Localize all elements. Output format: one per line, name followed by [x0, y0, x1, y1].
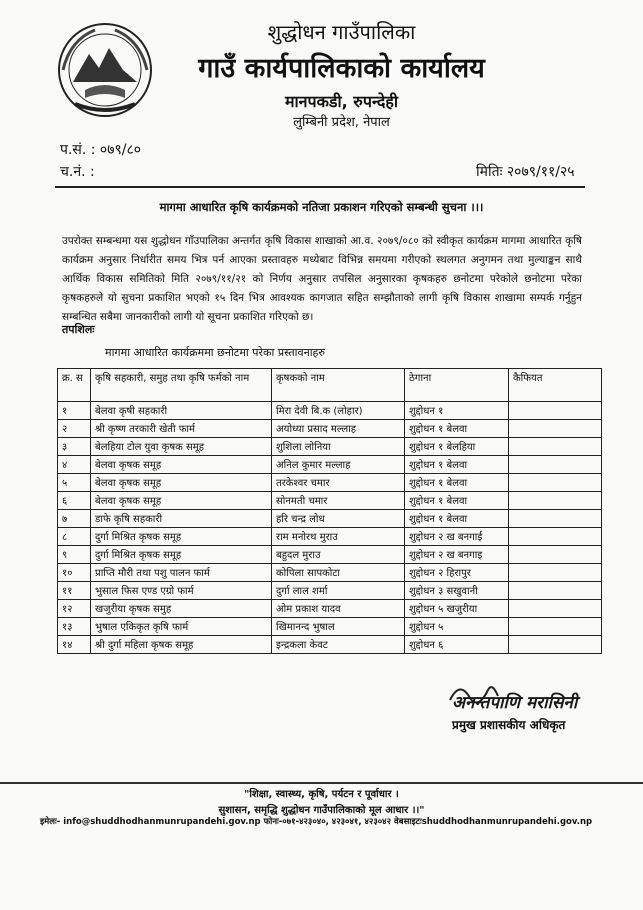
cell-group-name: दुर्गा मिश्रित कृषक समूह	[91, 546, 272, 564]
table-row	[58, 456, 602, 474]
cell-address: शुद्दोधन ६	[405, 636, 509, 654]
cell-group-name: खजुरीया कृषक समुह	[91, 600, 272, 618]
cell-remarks	[509, 618, 602, 636]
header-address: ठेगाना	[405, 369, 509, 402]
cell-group-name: श्री दुर्गा महिला कृषक समूह	[91, 636, 272, 654]
table-row	[58, 582, 602, 600]
cell-address: शुद्दोधन २ ख बनगाई	[405, 528, 509, 546]
cell-address: शुद्दोधन २ ख बनगाइ	[405, 546, 509, 564]
cell-group-name: डाफे कृषि सहकारी	[91, 510, 272, 528]
cell-serial: २	[58, 420, 91, 438]
cell-group-name: भुषाल एकिकृत कृषि फार्म	[91, 618, 272, 636]
cell-remarks	[509, 582, 602, 600]
cell-address: शुद्दोधन १ बेलवा	[405, 420, 509, 438]
table-header-row	[58, 369, 602, 402]
footer-divider	[0, 782, 643, 784]
letter-number: प.सं. : ०७९/८०	[60, 142, 142, 158]
header-group-name: कृषि सहकारी, समुह तथा कृषि फर्मको नाम	[91, 369, 272, 402]
cell-group-name: बेलवा कृषक समूह	[91, 492, 272, 510]
cell-farmer-name: शुशिला लोनिया	[272, 438, 405, 456]
municipality-name: शुद्धोधन गाउँपालिका	[267, 20, 416, 44]
cell-farmer-name: बहुदल मुराउ	[272, 546, 405, 564]
cell-group-name: बेलवा कृषी सहकारी	[91, 402, 272, 420]
cell-serial: १२	[58, 600, 91, 618]
cell-serial: ७	[58, 510, 91, 528]
dispatch-number: च.नं. :	[60, 164, 95, 180]
cell-remarks	[509, 438, 602, 456]
table-row	[58, 546, 602, 564]
cell-farmer-name: हरि चन्द्र लोध	[272, 510, 405, 528]
cell-remarks	[509, 510, 602, 528]
cell-remarks	[509, 492, 602, 510]
cell-address: शुद्दोधन ५	[405, 618, 509, 636]
cell-group-name: प्राप्ति मौरी तथा पशु पालन फार्म	[91, 564, 272, 582]
cell-remarks	[509, 636, 602, 654]
table-row	[58, 492, 602, 510]
cell-farmer-name: दुर्गा लाल शर्मा	[272, 582, 405, 600]
cell-serial: ११	[58, 582, 91, 600]
cell-serial: ८	[58, 528, 91, 546]
cell-farmer-name: ओम प्रकाश यादव	[272, 600, 405, 618]
cell-address: शुद्दोधन २ हिरापुर	[405, 564, 509, 582]
office-location: मानपकडी, रुपन्देही	[284, 92, 399, 111]
cell-serial: १३	[58, 618, 91, 636]
cell-farmer-name: अनिल कुमार मल्लाह	[272, 456, 405, 474]
notice-subject: मागमा आधारित कृषि कार्यक्रमको नतिजा प्रकाशन गरिएको सम्बन्धी सुचना ।।।	[159, 200, 484, 214]
cell-remarks	[509, 528, 602, 546]
cell-serial: ९	[58, 546, 91, 564]
cell-serial: ६	[58, 492, 91, 510]
cell-address: शुद्दोधन १ बेलवा	[405, 492, 509, 510]
table-row	[58, 402, 602, 420]
letter-date: मितिः २०७९/११/२५	[476, 164, 575, 180]
cell-farmer-name: इन्द्रकला केवट	[272, 636, 405, 654]
cell-group-name: दुर्गा मिश्रित कृषक समूह	[91, 528, 272, 546]
table-row	[58, 528, 602, 546]
table-row	[58, 474, 602, 492]
cell-group-name: भुसाल फिस एण्ड एग्रो फार्म	[91, 582, 272, 600]
office-province: लुम्बिनी प्रदेश, नेपाल	[293, 115, 390, 130]
cell-group-name: बेलवा कृषक समूह	[91, 456, 272, 474]
table-title: मागमा आधारित कार्यक्रममा छनोटमा परेका प्रस्तावनाहरु	[105, 346, 325, 359]
cell-farmer-name: खिमानन्द भुषाल	[272, 618, 405, 636]
footer-slogan-1: "शिक्षा, स्वास्थ्य, कृषि, पर्यटन र पूर्वाधार ।	[244, 789, 399, 800]
header-farmer-name: कृषकको नाम	[272, 369, 405, 402]
selected-proposals-table	[57, 368, 602, 654]
cell-farmer-name: कोपिला सापकोटा	[272, 564, 405, 582]
cell-serial: १	[58, 402, 91, 420]
cell-serial: ५	[58, 474, 91, 492]
cell-remarks	[509, 564, 602, 582]
table-row	[58, 438, 602, 456]
signatory-name: अनन्तपाणि मरासिनी	[452, 693, 578, 713]
cell-address: शुद्दोधन १ बेलवा	[405, 474, 509, 492]
cell-remarks	[509, 600, 602, 618]
cell-remarks	[509, 474, 602, 492]
cell-remarks	[509, 456, 602, 474]
cell-serial: १०	[58, 564, 91, 582]
header-divider	[55, 186, 585, 188]
cell-address: शुद्दोधन १	[405, 402, 509, 420]
footer-contact: इमेलः- info@shuddhodhanmunrupandehi.gov.np फोनः-०७१-४२३०४०, ४२३०४१, ४२३०४२ वेबसाइटःshuddhodhanmunrupandehi.gov.np	[40, 817, 593, 827]
header-serial: क्र. स	[58, 369, 91, 402]
cell-remarks	[509, 546, 602, 564]
cell-serial: १४	[58, 636, 91, 654]
notice-body: उपरोक्त सम्बन्धमा यस शुद्धोधन गाँउपालिका अन्तर्गत कृषि विकास शाखाको आ.व. २०७९/०८० को स्वीकृत कार्यक्रम मागमा आधारित कृषि कार्यक्रम अनुसार निर्धारीत समय भित्र पर्न आएका प्रस्तावहरु मध्येबाट विभिन्न समयमा गरीएको स्थलगत अनुगमन तथा मुल्याङ्कन साथै आर्थिक विकास समितिको मिति २०७९/११/२१ को निर्णय अनुसार तपसिल अनुसारका कृषकहरु छनोटमा परेकोले छनोटमा परेका कृषकहरुले यो सुचना प्रकाशित भएको १५ दिन भित्र आवश्यक कागजात सहित सम्झौताको लागी कृषि विकास शाखामा सम्पर्क गर्नुहुन सम्बन्धित सबैमा जानकारीको लागी यो सूचना प्रकाशित गरिएको छ।	[62, 235, 582, 323]
cell-remarks	[509, 420, 602, 438]
cell-address: शुद्दोधन १ बेलहिया	[405, 438, 509, 456]
signatory-title: प्रमुख प्रशासकीय अधिकृत	[452, 718, 566, 732]
cell-remarks	[509, 402, 602, 420]
cell-group-name: बेलवा कृषक समूह	[91, 474, 272, 492]
office-title: गाउँ कार्यपालिकाको कार्यालय	[198, 53, 485, 84]
cell-farmer-name: सोनमती चमार	[272, 492, 405, 510]
cell-address: शुद्दोधन १ बेलवा	[405, 510, 509, 528]
table-row	[58, 600, 602, 618]
header-remarks: कैफियत	[509, 369, 602, 402]
cell-group-name: बेलहिया टोल युवा कृषक समूह	[91, 438, 272, 456]
cell-address: शुद्दोधन ३ सखुवानी	[405, 582, 509, 600]
cell-address: शुद्दोधन १ बेलवा	[405, 456, 509, 474]
footer-slogan-2: सुशासन, समृद्धि शुद्धोधन गाउँपालिकाको मूल आधार ।।"	[218, 805, 425, 816]
table-row	[58, 510, 602, 528]
table-row	[58, 420, 602, 438]
cell-farmer-name: अयोध्या प्रसाद मल्लाह	[272, 420, 405, 438]
tapsil-label: तपशिलः	[62, 323, 95, 336]
cell-group-name: श्री कृष्ण तरकारी खेती फार्म	[91, 420, 272, 438]
cell-serial: ३	[58, 438, 91, 456]
cell-address: शुद्दोधन ५ खजुरीया	[405, 600, 509, 618]
cell-serial: ४	[58, 456, 91, 474]
cell-farmer-name: राम मनोरथ मुराउ	[272, 528, 405, 546]
table-row	[58, 636, 602, 654]
cell-farmer-name: तरकेश्वर चमार	[272, 474, 405, 492]
cell-farmer-name: मिरा देवी बि.क (लोहार)	[272, 402, 405, 420]
table-row	[58, 564, 602, 582]
table-row	[58, 618, 602, 636]
